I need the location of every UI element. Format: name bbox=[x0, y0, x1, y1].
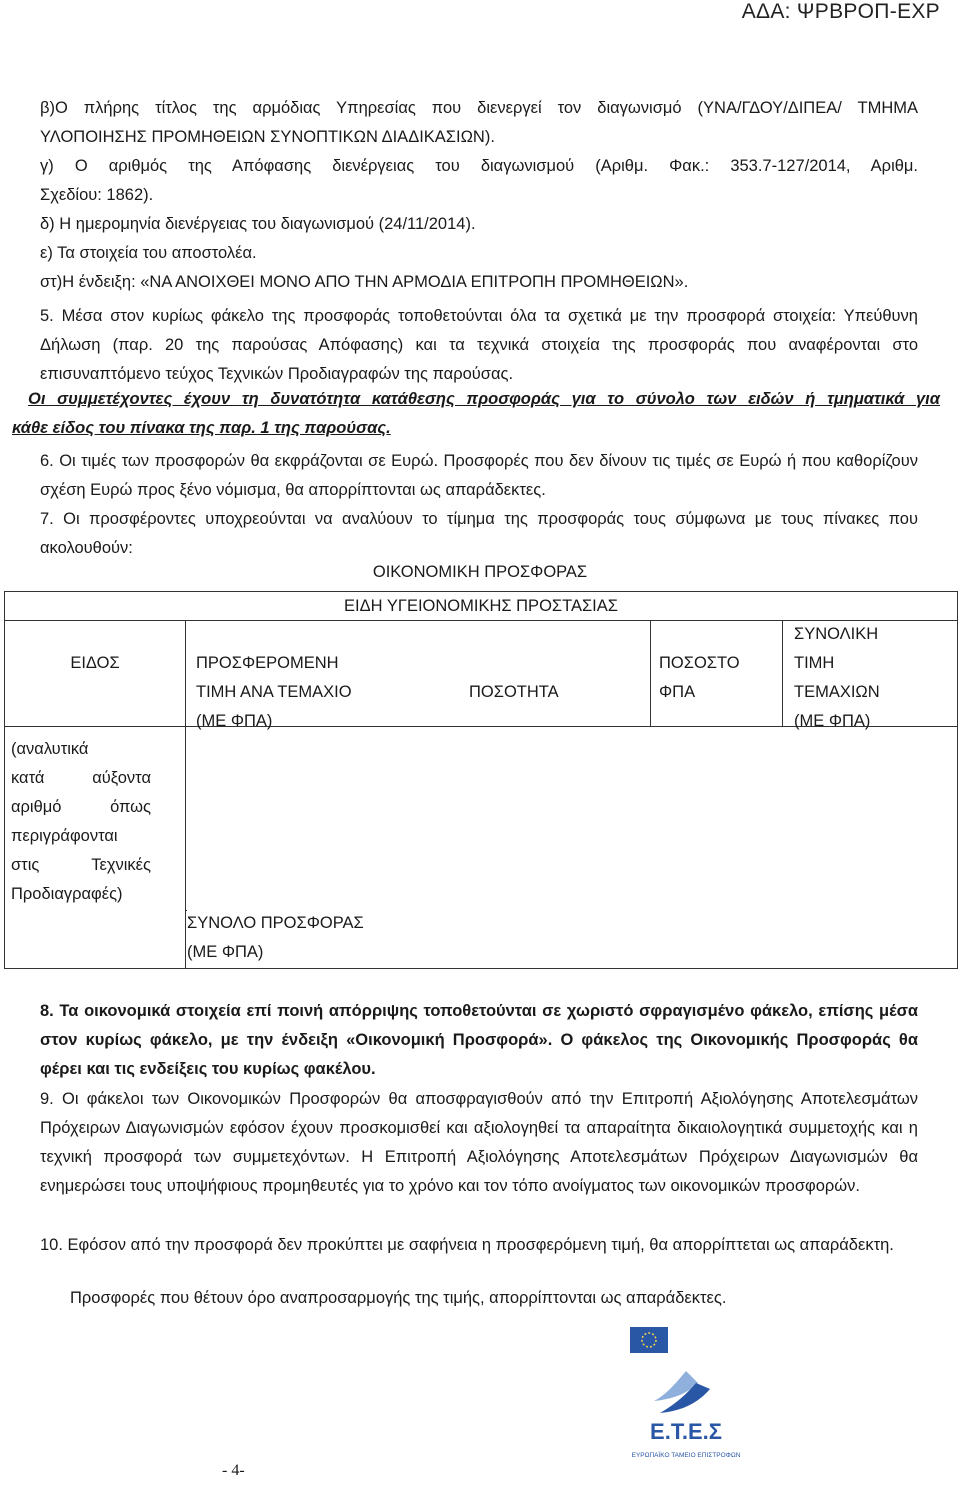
para-e: ε) Τα στοιχεία του αποστολέα. bbox=[40, 244, 257, 262]
para-b-line2: ΥΛΟΠΟΙΗΣΗΣ ΠΡΟΜΗΘΕΙΩΝ ΣΥΝΟΠΤΙΚΩΝ ΔΙΑΔΙΚΑΣΙΩΝ). bbox=[40, 128, 495, 146]
header-total bbox=[794, 620, 880, 736]
para-10: 10. Εφόσον από την προσφορά δεν προκύπτει με σαφήνεια η προσφερόμενη τιμή, θα απορρίπτεται ως απαράδεκτη. bbox=[40, 1236, 894, 1254]
header-price-line: ΠΡΟΣΦΕΡΟΜΕΝΗ bbox=[196, 654, 339, 672]
header-total-line: (ΜΕ ΦΠΑ) bbox=[794, 712, 871, 730]
total-label-line: (ΜΕ ΦΠΑ) bbox=[187, 943, 264, 961]
header-vat-line: ΠΟΣΟΣΤΟ bbox=[659, 654, 740, 672]
header-total-line: ΤΙΜΗ bbox=[794, 654, 835, 672]
header-vat-line: ΦΠΑ bbox=[659, 683, 696, 701]
para-c-line2: Σχεδίου: 1862). bbox=[40, 186, 154, 204]
item-desc-line: Προδιαγραφές) bbox=[11, 885, 123, 903]
header-price bbox=[196, 649, 352, 736]
header-total-line: ΤΕΜΑΧΙΩΝ bbox=[794, 683, 880, 701]
item-desc-line: στις Τεχνικές bbox=[11, 856, 151, 874]
para-d: δ) Η ημερομηνία διενέργειας του διαγωνισμού (24/11/2014). bbox=[40, 215, 476, 233]
notice-line1: Οι συμμετέχοντες έχουν τη δυνατότητα κατάθεσης προσφοράς για το σύνολο των ειδών ή τμηματικά για bbox=[28, 390, 940, 408]
header-price-line: (ΜΕ ΦΠΑ) bbox=[196, 712, 273, 730]
table-title: ΟΙΚΟΝΟΜΙΚΗ ΠΡΟΣΦΟΡΑΣ bbox=[372, 563, 588, 581]
item-desc-line: αριθμό όπως bbox=[11, 798, 151, 816]
logo-caption: ΕΥΡΩΠΑΪΚΟ ΤΑΜΕΙΟ ΕΠΙΣΤΡΟΦΩΝ bbox=[631, 1452, 741, 1459]
table-section-title: ΕΙΔΗ ΥΓΕΙΟΝΟΜΙΚΗΣ ΠΡΟΣΤΑΣΙΑΣ bbox=[344, 597, 618, 615]
para-7: 7. Οι προσφέροντες υποχρεούνται να αναλύουν το τίμημα της προσφοράς τους σύμφωνα με τους πίνακες που ακολουθούν: bbox=[40, 510, 918, 557]
para-st: στ)Η ένδειξη: «ΝΑ ΑΝΟΙΧΘΕΙ ΜΟΝΟ ΑΠΟ ΤΗΝ ΑΡΜΟΔΙΑ ΕΠΙΤΡΟΠΗ ΠΡΟΜΗΘΕΙΩΝ». bbox=[40, 273, 689, 291]
table-col-divider bbox=[185, 620, 186, 968]
item-desc-line: περιγράφονται bbox=[11, 827, 118, 845]
item-desc-line: κατά αύξοντα bbox=[11, 769, 151, 787]
header-vat bbox=[659, 649, 740, 707]
para-8: 8. Τα οικονομικά στοιχεία επί ποινή απόρριψης τοποθετούνται σε χωριστό σφραγισμένο φάκελο, επίσης μέσα στον κυρίως φάκελο, με την ένδειξη «Οικονομική Προσφορά». Ο φάκελος της Οικονομικής Προσφοράς θα φέρει και τις ενδείξεις του κυρίως φακέλου. bbox=[40, 1002, 918, 1078]
table-col-divider bbox=[782, 620, 783, 726]
logo-text: Ε.Τ.Ε.Σ bbox=[650, 1419, 722, 1444]
eu-flag-icon bbox=[630, 1327, 668, 1353]
ada-code: ΑΔΑ: ΨΡΒΡΟΠ-ΕΧΡ bbox=[741, 0, 940, 23]
header-item: ΕΙΔΟΣ bbox=[70, 654, 120, 672]
header-price-line: ΤΙΜΗ ΑΝΑ ΤΕΜΑΧΙΟ bbox=[196, 683, 352, 701]
para-6: 6. Οι τιμές των προσφορών θα εκφράζονται σε Ευρώ. Προσφορές που δεν δίνουν τις τιμές σε Ευρώ ή που καθορίζουν σχέση Ευρώ προς ξένο νόμισμα, θα απορρίπτονται ως απαράδεκτες. bbox=[40, 452, 918, 499]
para-c-line1: γ) Ο αριθμός της Απόφασης διενέργειας του διαγωνισμού (Αριθμ. Φακ.: 353.7-127/2014, Αριθμ. bbox=[40, 157, 918, 175]
header-total-line: ΣΥΝΟΛΙΚΗ bbox=[794, 625, 879, 643]
table-col-divider bbox=[650, 620, 651, 726]
total-offer-label bbox=[187, 909, 364, 967]
para-last: Προσφορές που θέτουν όρο αναπροσαρμογής της τιμής, απορρίπτονται ως απαράδεκτες. bbox=[70, 1289, 727, 1307]
offer-table bbox=[4, 591, 958, 969]
para-5: 5. Μέσα στον κυρίως φάκελο της προσφοράς τοποθετούνται όλα τα σχετικά με την προσφορά στοιχεία: Υπεύθυνη Δήλωση (παρ. 20 της παρούσας Απόφασης) και τα τεχνικά στοιχεία της προσφοράς που αναφέρονται στο επισυναπτόμενο τεύχος Τεχνικών Προδιαγραφών της παρούσας. bbox=[40, 307, 918, 383]
para-b-line1: β)Ο πλήρης τίτλος της αρμόδιας Υπηρεσίας που διενεργεί τον διαγωνισμό (ΥΝΑ/ΓΔΟΥ/ΔΙΠΕΑ/ ΤΜΗΜΑ bbox=[40, 99, 918, 117]
page-number: - 4- bbox=[222, 1462, 245, 1479]
logo-graphic bbox=[626, 1323, 746, 1473]
item-description bbox=[11, 735, 151, 909]
total-label-line: ΣΥΝΟΛΟ ΠΡΟΣΦΟΡΑΣ bbox=[187, 914, 364, 932]
para-9: 9. Οι φάκελοι των Οικονομικών Προσφορών θα αποσφραγισθούν από την Επιτροπή Αξιολόγησης Αποτελεσμάτων Πρόχειρων Διαγωνισμών εφόσον έχουν προσκομισθεί και αξιολογηθεί τα απαραίτητα δικαιολογητικά συμμετοχής και η τεχνική προσφορά των συμμετεχόντων. Η Επιτροπή Αξιολόγησης Αποτελεσμάτων Πρόχειρων Διαγωνισμών θα ενημερώσει τους υποψήφιους προμηθευτές για το χρόνο και τον τόπο ανοίγματος των οικονομικών προσφορών. bbox=[40, 1090, 918, 1195]
notice-line2: κάθε είδος του πίνακα της παρ. 1 της παρούσας. bbox=[12, 419, 391, 437]
header-quantity: ΠΟΣΟΤΗΤΑ bbox=[469, 683, 559, 701]
item-desc-line: (αναλυτικά bbox=[11, 740, 89, 758]
etes-logo bbox=[626, 1323, 746, 1473]
